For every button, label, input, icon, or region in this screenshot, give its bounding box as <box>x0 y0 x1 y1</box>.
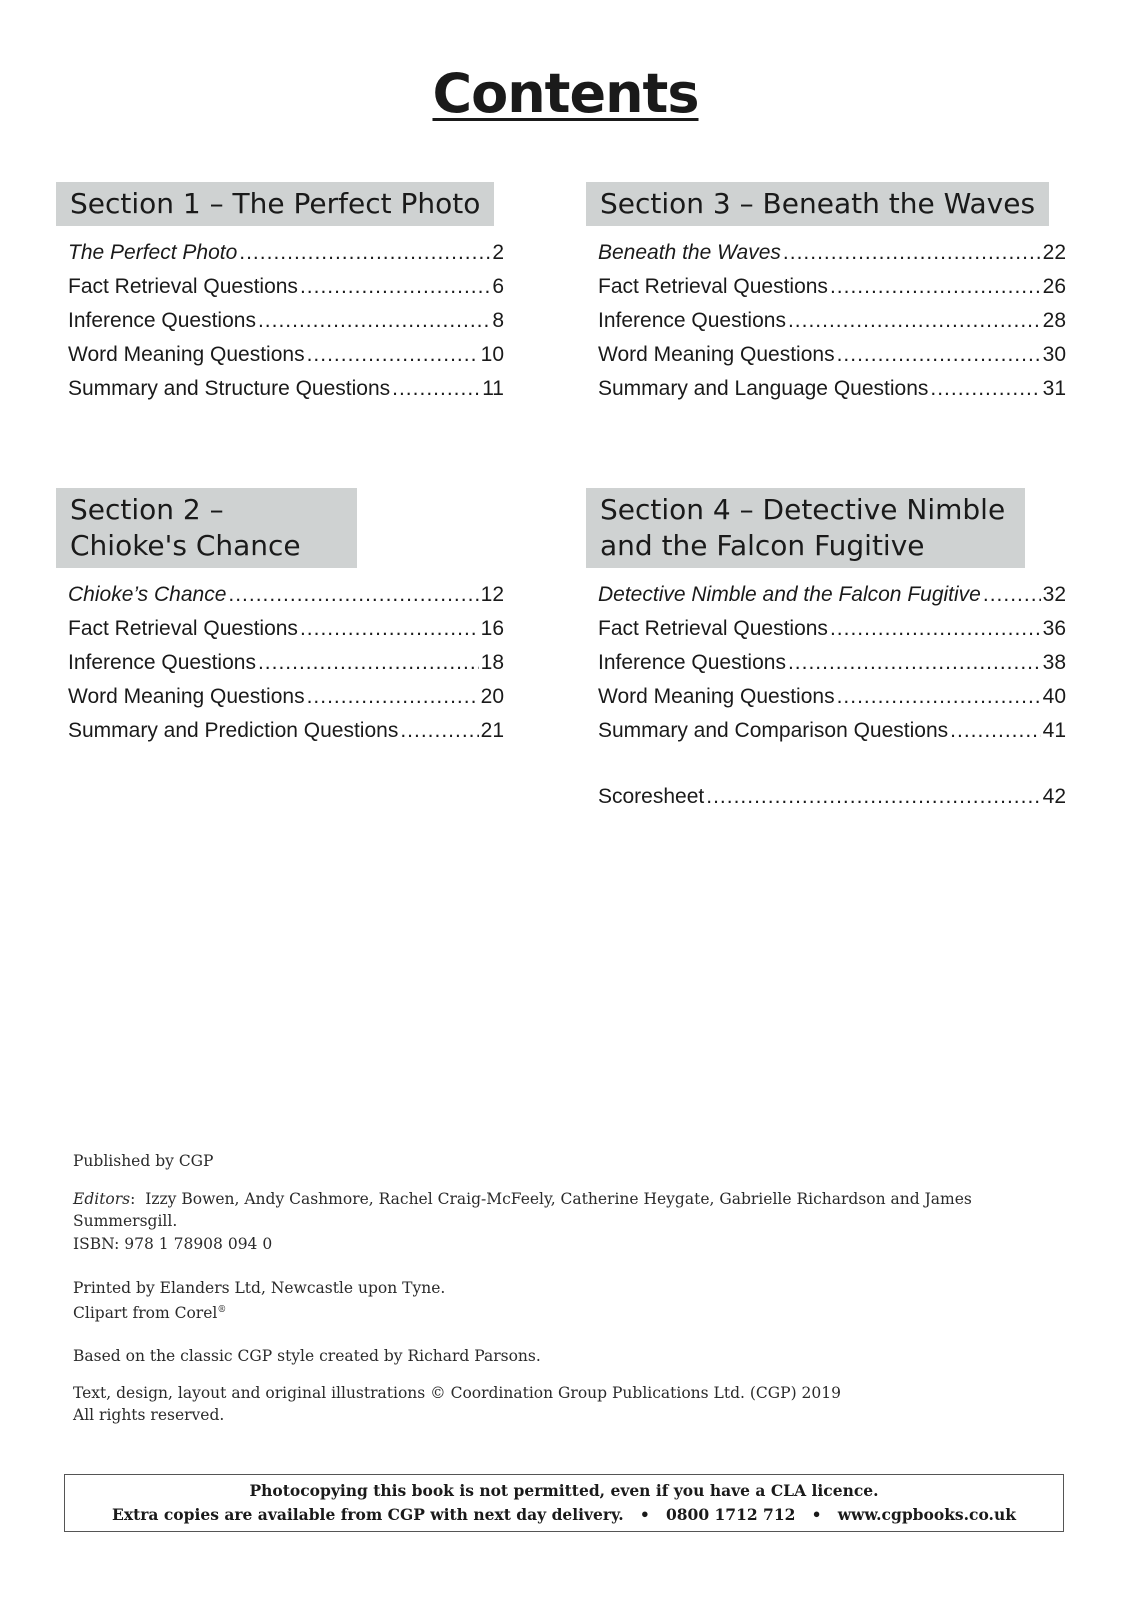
section-2 <box>56 488 504 748</box>
registered-mark: ® <box>217 1305 227 1315</box>
section-heading-line: Section 2 – <box>70 493 224 526</box>
clipart-credit <box>73 1299 1073 1324</box>
leader-dots <box>830 612 1041 646</box>
toc-list <box>56 236 504 406</box>
leader-dots <box>307 680 479 714</box>
toc-entry[interactable] <box>598 372 1066 406</box>
toc-entry-title: Fact Retrieval Questions <box>598 617 828 640</box>
toc-entry-title: Scoresheet <box>598 785 705 808</box>
page-title: Contents <box>432 62 699 125</box>
toc-entry[interactable] <box>598 338 1066 372</box>
imprint-based-on: Based on the classic CGP style created by Richard Parsons. <box>73 1347 541 1365</box>
toc-entry-page: 31 <box>1042 377 1066 400</box>
toc-list <box>586 578 1066 748</box>
toc-entry-page: 41 <box>1042 719 1066 742</box>
toc-entry[interactable] <box>68 338 504 372</box>
toc-entry-title: Fact Retrieval Questions <box>68 275 298 298</box>
leader-dots <box>830 270 1041 304</box>
section-3 <box>586 182 1066 406</box>
imprint-copyright <box>73 1382 1073 1426</box>
toc-entry-title: Inference Questions <box>68 651 256 674</box>
toc-entry[interactable] <box>68 612 504 646</box>
leader-dots <box>258 304 490 338</box>
toc-entry-page: 20 <box>480 685 504 708</box>
toc-entry[interactable] <box>68 578 504 612</box>
toc-entry-page: 40 <box>1042 685 1066 708</box>
toc-entry[interactable] <box>68 236 504 270</box>
toc-entry-page: 10 <box>480 343 504 366</box>
section-4 <box>586 488 1066 748</box>
toc-entry-page: 42 <box>1042 785 1066 808</box>
printed-by: Printed by Elanders Ltd, Newcastle upon Tyne. <box>73 1279 446 1297</box>
section-heading <box>56 488 357 568</box>
toc-entry-page: 36 <box>1042 617 1066 640</box>
editors-names: Izzy Bowen, Andy Cashmore, Rachel Craig-McFeely, Catherine Heygate, Gabrielle Richardson and James Summersgill. <box>73 1190 972 1230</box>
toc-entry-title: Summary and Structure Questions <box>68 377 391 400</box>
toc-entry-page: 26 <box>1042 275 1066 298</box>
leader-dots <box>307 338 479 372</box>
toc-entry[interactable] <box>598 714 1066 748</box>
toc-entry-title: Inference Questions <box>68 309 256 332</box>
toc-entry-title: Inference Questions <box>598 309 786 332</box>
section-heading <box>586 182 1049 226</box>
toc-entry-page: 6 <box>492 275 504 298</box>
toc-entry-title: Summary and Prediction Questions <box>68 719 399 742</box>
toc-entry-title: Summary and Comparison Questions <box>598 719 949 742</box>
toc-entry-page: 11 <box>482 377 504 400</box>
leader-dots <box>788 304 1041 338</box>
toc-entry-page: 32 <box>1042 583 1066 606</box>
section-heading-line: Section 1 – The Perfect Photo <box>70 187 481 220</box>
toc-entry[interactable] <box>68 680 504 714</box>
toc-entry[interactable] <box>598 578 1066 612</box>
toc-entry-title: Detective Nimble and the Falcon Fugitive <box>598 583 981 606</box>
toc-entry-title: Word Meaning Questions <box>68 685 305 708</box>
toc-entry[interactable] <box>68 714 504 748</box>
toc-entry-page: 38 <box>1042 651 1066 674</box>
leader-dots <box>837 338 1041 372</box>
toc-entry-title: Beneath the Waves <box>598 241 781 264</box>
imprint-isbn: ISBN: 978 1 78908 094 0 <box>73 1235 273 1253</box>
toc-entry-title: Fact Retrieval Questions <box>598 275 828 298</box>
toc-entry-title: The Perfect Photo <box>68 241 238 264</box>
toc-list <box>56 578 504 748</box>
copyright-line: Text, design, layout and original illustrations © Coordination Group Publications Ltd. (CGP) 2019 <box>73 1384 841 1402</box>
toc-entry-scoresheet[interactable] <box>598 780 1066 814</box>
section-heading-line: Section 3 – Beneath the Waves <box>600 187 1036 220</box>
leader-dots <box>239 236 490 270</box>
toc-entry-title: Word Meaning Questions <box>68 343 305 366</box>
toc-entry[interactable] <box>598 270 1066 304</box>
toc-entry-page: 18 <box>480 651 504 674</box>
toc-entry-page: 28 <box>1042 309 1066 332</box>
toc-entry[interactable] <box>68 646 504 680</box>
leader-dots <box>950 714 1040 748</box>
toc-entry[interactable] <box>598 236 1066 270</box>
imprint-publisher: Published by CGP <box>73 1152 214 1170</box>
toc-entry[interactable] <box>68 372 504 406</box>
leader-dots <box>788 646 1041 680</box>
leader-dots <box>837 680 1041 714</box>
toc-entry-title: Word Meaning Questions <box>598 343 835 366</box>
notice-line: Extra copies are available from CGP with next day delivery. • 0800 1712 712 • www.cgpbooks.co.uk <box>112 1505 1016 1524</box>
toc-entry[interactable] <box>68 270 504 304</box>
toc-entry-page: 12 <box>480 583 504 606</box>
leader-dots <box>228 578 478 612</box>
photocopy-notice <box>64 1474 1064 1532</box>
toc-entry-page: 22 <box>1042 241 1066 264</box>
leader-dots <box>392 372 480 406</box>
rights-line: All rights reserved. <box>73 1406 225 1424</box>
leader-dots <box>983 578 1041 612</box>
toc-entry-title: Fact Retrieval Questions <box>68 617 298 640</box>
section-1 <box>56 182 504 406</box>
toc-entry[interactable] <box>598 680 1066 714</box>
toc-entry-title: Word Meaning Questions <box>598 685 835 708</box>
toc-entry-page: 8 <box>492 309 504 332</box>
imprint-printer <box>73 1277 1073 1324</box>
toc-list <box>586 236 1066 406</box>
leader-dots <box>400 714 478 748</box>
imprint-editors: Editors: Izzy Bowen, Andy Cashmore, Rachel Craig-McFeely, Catherine Heygate, Gabrielle Richardson and James Summersgill. <box>73 1190 972 1230</box>
toc-entry-page: 16 <box>480 617 504 640</box>
section-heading-line: Section 4 – Detective Nimble <box>600 493 1006 526</box>
toc-entry-page: 21 <box>480 719 504 742</box>
leader-dots <box>300 612 479 646</box>
section-heading-line: Chioke's Chance <box>70 529 301 562</box>
toc-entry-page: 2 <box>492 241 504 264</box>
leader-dots <box>258 646 479 680</box>
toc-entry[interactable] <box>68 304 504 338</box>
toc-entry[interactable] <box>598 612 1066 646</box>
toc-entry[interactable] <box>598 646 1066 680</box>
leader-dots <box>706 780 1040 814</box>
scoresheet <box>598 780 1066 814</box>
leader-dots <box>930 372 1040 406</box>
section-heading-line: and the Falcon Fugitive <box>600 529 925 562</box>
clipart-text: Clipart from Corel <box>73 1304 218 1323</box>
leader-dots <box>300 270 490 304</box>
notice-line: Photocopying this book is not permitted, even if you have a CLA licence. <box>249 1481 879 1500</box>
editors-label: Editors <box>73 1190 131 1208</box>
toc-entry-page: 30 <box>1042 343 1066 366</box>
toc-entry-title: Chioke’s Chance <box>68 583 227 606</box>
toc-entry[interactable] <box>598 304 1066 338</box>
toc-entry-title: Inference Questions <box>598 651 786 674</box>
leader-dots <box>783 236 1041 270</box>
toc-entry-title: Summary and Language Questions <box>598 377 929 400</box>
section-heading <box>586 488 1025 568</box>
section-heading <box>56 182 494 226</box>
